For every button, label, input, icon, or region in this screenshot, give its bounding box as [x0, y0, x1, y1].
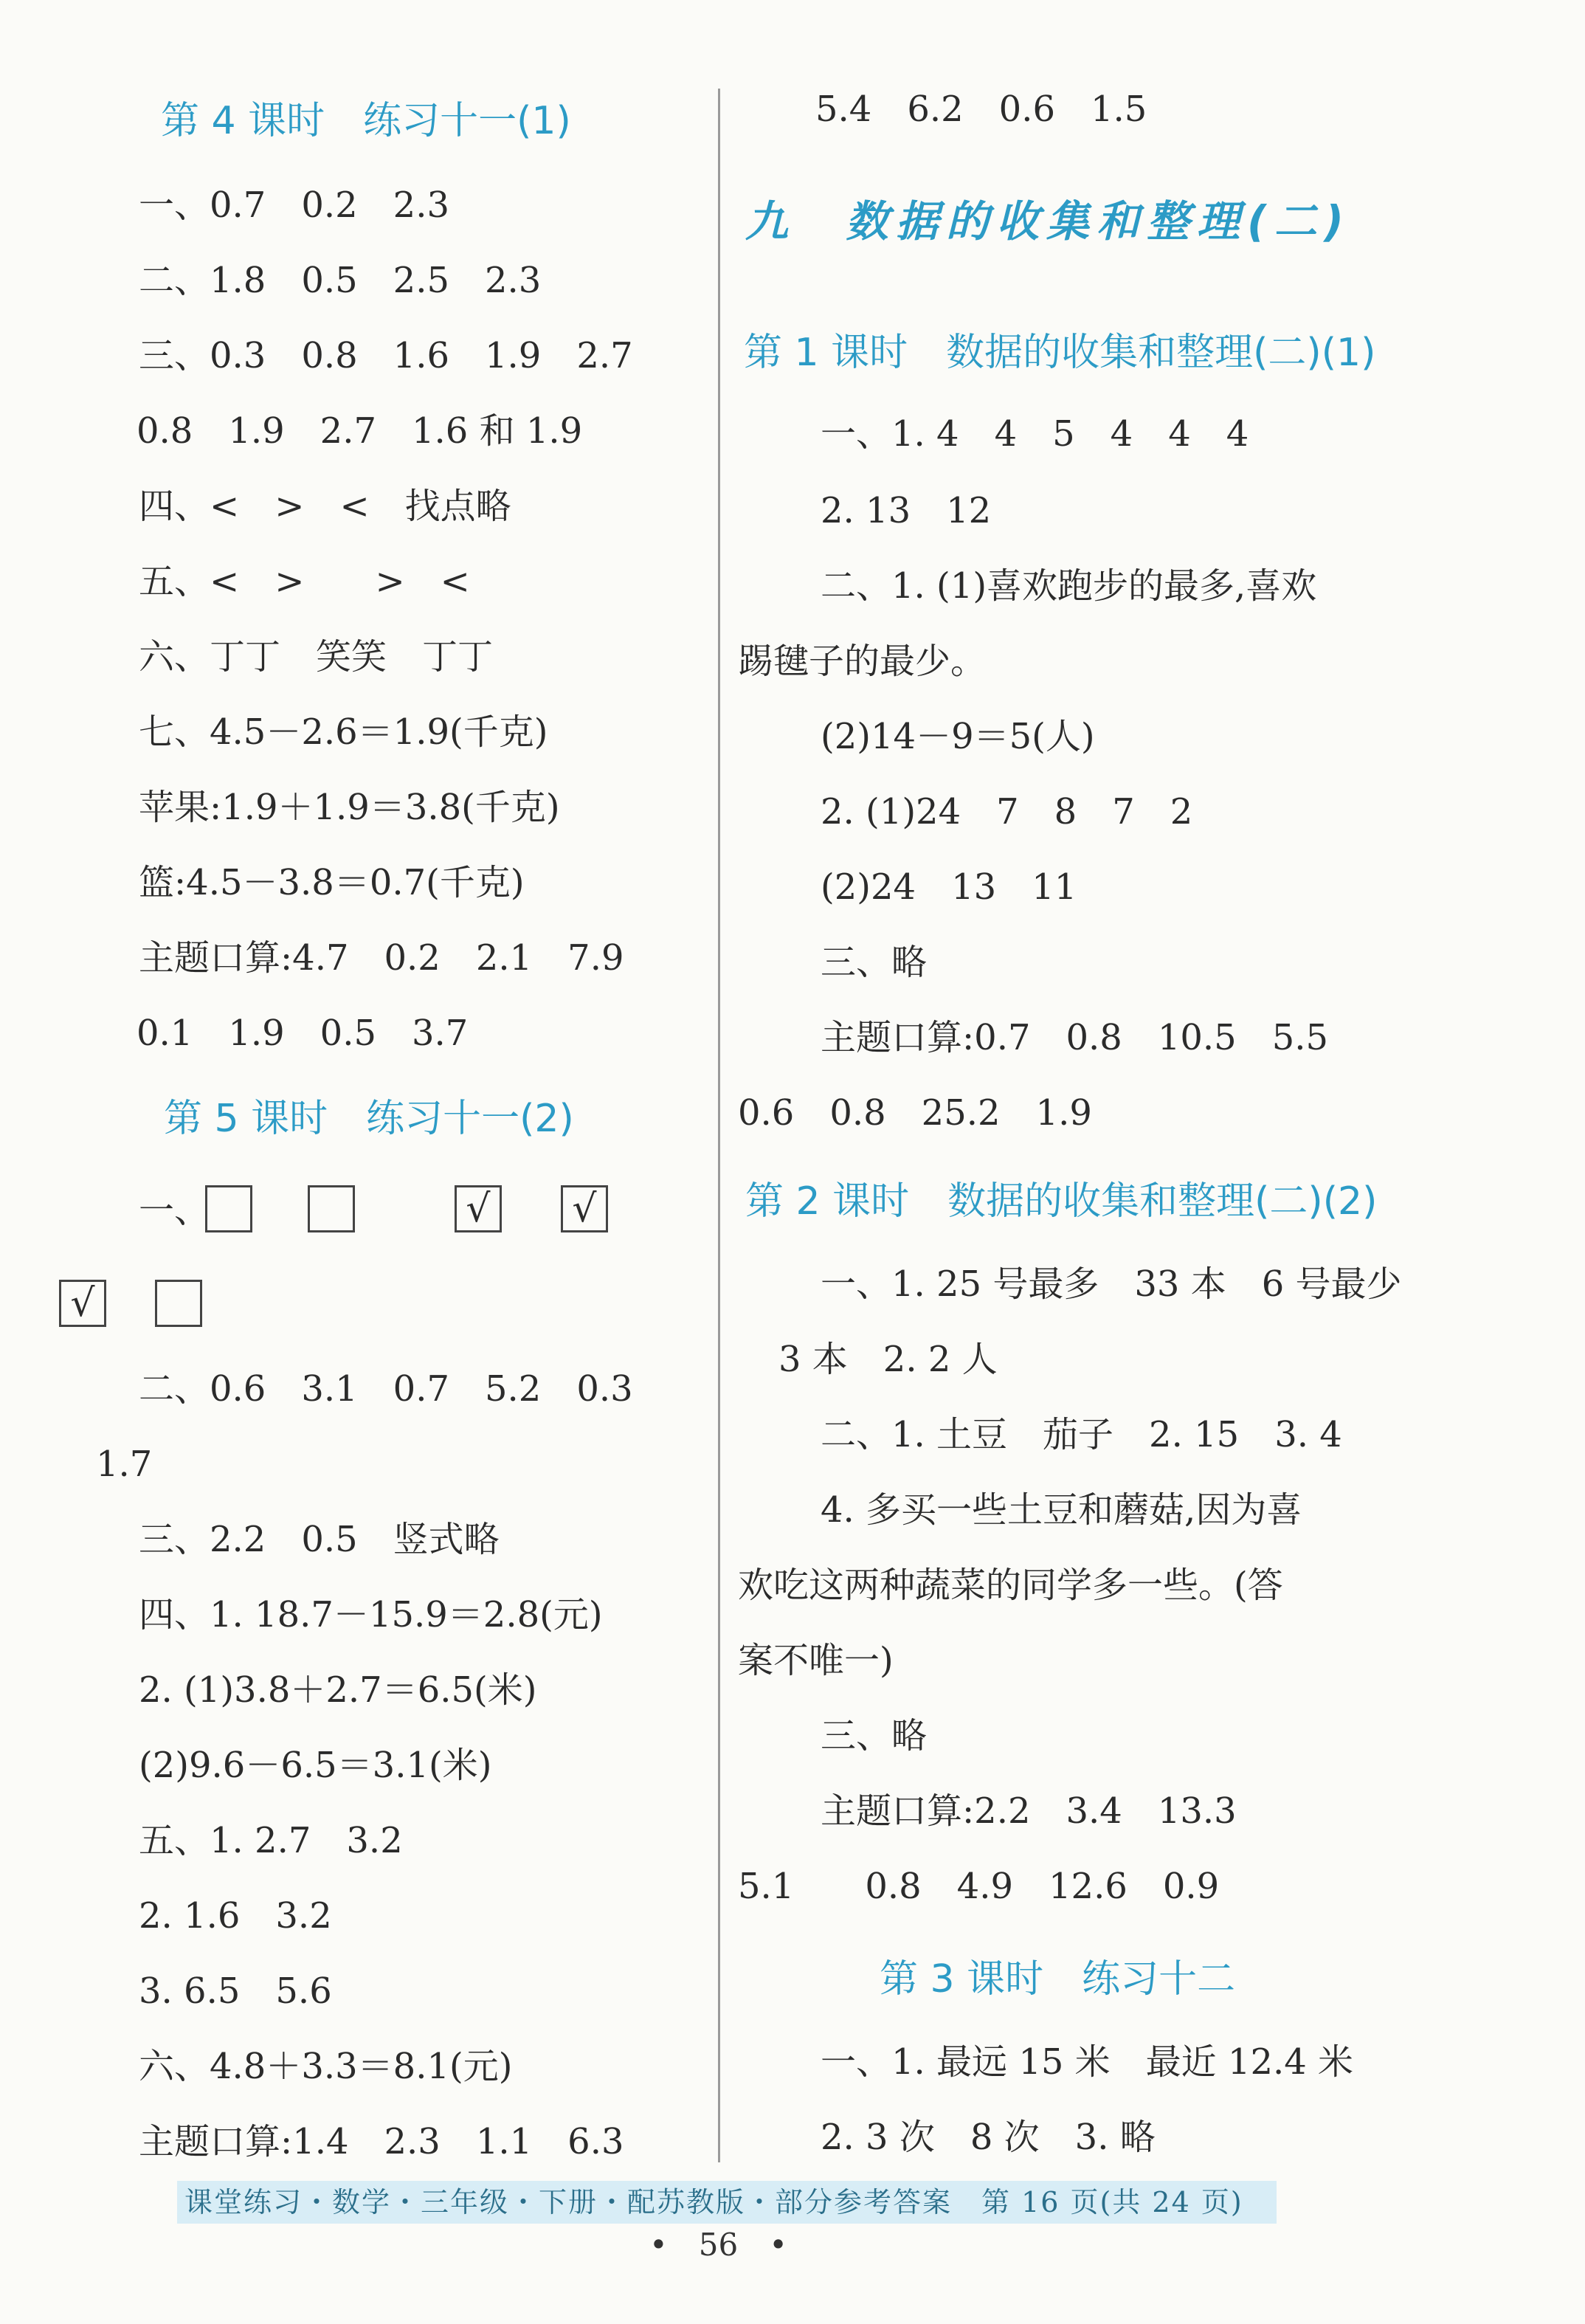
answer-line: 七、4.5－2.6＝1.9(千克): [139, 711, 548, 753]
answer-line: 三、略: [821, 1715, 928, 1756]
answer-line: 三、0.3 0.8 1.6 1.9 2.7: [139, 335, 633, 376]
answer-line: 欢吃这两种蔬菜的同学多一些。(答: [738, 1565, 1283, 1606]
answer-line: 2. 3 次 8 次 3. 略: [821, 2117, 1156, 2158]
checkbox-5: √: [59, 1280, 106, 1327]
answer-line: 2. 13 12: [821, 490, 992, 531]
answer-line: 一、1. 4 4 5 4 4 4: [821, 413, 1249, 455]
mental-math-line: 主题口算:1.4 2.3 1.1 6.3: [139, 2121, 624, 2162]
mental-math-line: 主题口算:0.7 0.8 10.5 5.5: [821, 1017, 1329, 1058]
mental-math-line: 主题口算:2.2 3.4 13.3: [821, 1790, 1237, 1832]
answer-line: 一、0.7 0.2 2.3: [139, 185, 450, 226]
answer-line: 0.6 0.8 25.2 1.9: [738, 1092, 1092, 1134]
answer-line: 3. 6.5 5.6: [139, 1970, 332, 2012]
answer-line: 三、略: [821, 942, 928, 983]
answer-line: 3 本 2. 2 人: [778, 1339, 998, 1380]
answer-line: 2. (1)3.8＋2.7＝6.5(米): [139, 1669, 537, 1711]
answer-line: (2)9.6－6.5＝3.1(米): [139, 1745, 492, 1786]
answer-line: 0.1 1.9 0.5 3.7: [137, 1013, 469, 1054]
answer-line: 六、丁丁 笑笑 丁丁: [139, 636, 494, 677]
answer-line: 1.7: [96, 1444, 153, 1485]
column-divider: [718, 89, 720, 2162]
section-heading-lesson-1: 第 1 课时 数据的收集和整理(二)(1): [744, 331, 1376, 375]
section-heading-lesson-4: 第 4 课时 练习十一(1): [161, 99, 571, 143]
answer-line: 三、2.2 0.5 竖式略: [139, 1519, 500, 1560]
checkbox-1: [205, 1185, 252, 1232]
checkbox-2: [308, 1185, 355, 1232]
answer-line: 0.8 1.9 2.7 1.6 和 1.9: [137, 410, 583, 452]
answer-line: 六、4.8＋3.3＝8.1(元): [139, 2046, 513, 2087]
answer-line: 四、1. 18.7－15.9＝2.8(元): [139, 1594, 603, 1635]
answer-line: 五、1. 2.7 3.2: [139, 1820, 403, 1861]
chapter-title: 九 数据的收集和整理(二): [745, 196, 1352, 246]
answer-line: 4. 多买一些土豆和蘑菇,因为喜: [821, 1489, 1302, 1531]
answer-line: 一、1. 25 号最多 33 本 6 号最少: [821, 1263, 1402, 1305]
answer-line: 四、< > < 找点略: [139, 486, 511, 527]
section-heading-lesson-3: 第 3 课时 练习十二: [880, 1957, 1236, 2001]
section-heading-lesson-5: 第 5 课时 练习十一(2): [164, 1097, 574, 1141]
answer-line: 2. 1.6 3.2: [139, 1895, 332, 1937]
answer-line: 5.1 0.8 4.9 12.6 0.9: [738, 1866, 1220, 1907]
page-footer: 课堂练习・数学・三年级・下册・配苏教版・部分参考答案 第 16 页(共 24 页): [177, 2181, 1277, 2224]
answer-line: 二、1. 土豆 茄子 2. 15 3. 4: [821, 1414, 1342, 1455]
answer-line: 五、< > > <: [139, 561, 470, 602]
answer-line: 二、0.6 3.1 0.7 5.2 0.3: [139, 1368, 633, 1410]
section-heading-lesson-2: 第 2 课时 数据的收集和整理(二)(2): [745, 1179, 1378, 1224]
answer-line: 二、1.8 0.5 2.5 2.3: [139, 260, 542, 301]
answer-line: 二、1. (1)喜欢跑步的最多,喜欢: [821, 565, 1317, 607]
answer-line: 5.4 6.2 0.6 1.5: [815, 89, 1147, 130]
checkbox-6: [155, 1280, 202, 1327]
answer-line: 一、1. 最远 15 米 最近 12.4 米: [821, 2041, 1354, 2083]
checkbox-3: √: [455, 1185, 502, 1232]
answer-line: 踢毽子的最少。: [738, 641, 987, 682]
checkbox-4: √: [561, 1185, 608, 1232]
answer-line: 案不唯一): [738, 1640, 894, 1681]
answer-line: 2. (1)24 7 8 7 2: [821, 791, 1193, 832]
answer-line: (2)14－9＝5(人): [821, 716, 1095, 757]
answer-line: 一、: [139, 1190, 210, 1231]
mental-math-line: 主题口算:4.7 0.2 2.1 7.9: [139, 937, 624, 979]
page-number: • 56 •: [649, 2227, 787, 2263]
answer-line: 篮:4.5－3.8＝0.7(千克): [139, 862, 525, 903]
answer-line: (2)24 13 11: [821, 866, 1077, 908]
answer-line: 苹果:1.9＋1.9＝3.8(千克): [139, 787, 560, 828]
